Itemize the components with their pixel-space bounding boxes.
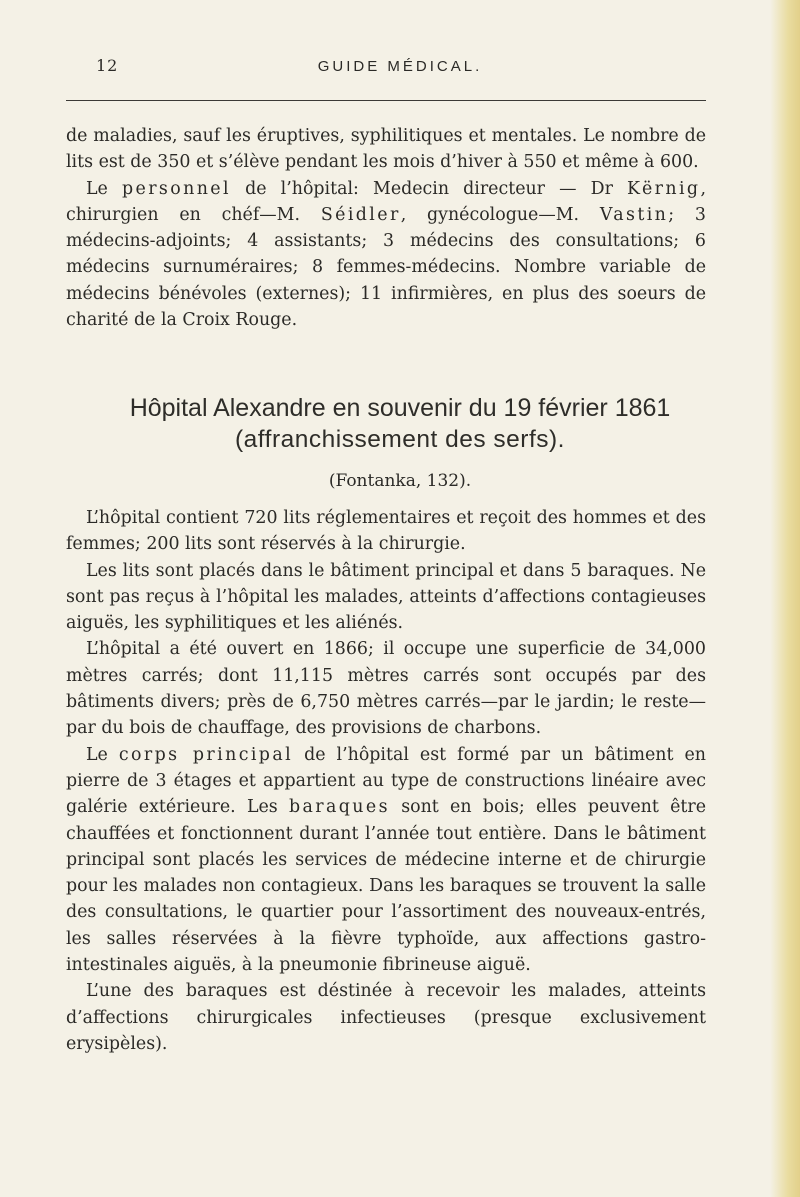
paragraph: de maladies, sauf les éruptives, syphilitiques et mentales. Le nombre de lits est de 350 et s’élève pendant les mois d’hiver à 550 et même à 600.: [66, 126, 706, 173]
paragraph: Les lits sont placés dans le bâtiment principal et dans 5 baraques. Ne sont pas reçus à l’hôpital les malades, atteints d’affections contagieuses aiguës, les syphilitiques et les aliénés.: [66, 560, 706, 634]
address: (Fontanka, 132).: [328, 471, 472, 491]
section-subheading: (affranchissement des serfs).: [235, 426, 565, 453]
paragraph: L’hôpital contient 720 lits réglementaires et reçoit des hommes et des femmes; 200 lits sont réservés à la chirurgie.: [66, 508, 706, 555]
text-run: ; 3 médecins-adjoints; 4 assistants; 3 médecins des consultations; 6 médecins surnuméraires; 8 femmes-médecins. Nombre variable de médecins bénévoles (externes); 11 infirmières, en plus des soeurs de charité de la Croix Rouge.: [66, 204, 706, 331]
person-name: Séidler: [320, 204, 401, 225]
text-run: de l’hôpital: Medecin directeur — Dr: [230, 178, 628, 199]
page-number: 12: [96, 56, 119, 75]
paragraph-personnel: [66, 176, 706, 334]
page-header: [0, 56, 800, 96]
page-edge: [770, 0, 800, 1197]
section-heading: Hôpital Alexandre en souvenir du 19 février 1861: [129, 394, 671, 422]
text-block-top: [66, 123, 706, 333]
text-run: , chirurgien en chéf—M.: [66, 178, 706, 225]
person-name: Kërnig: [627, 178, 701, 199]
text-run: de l’hôpital est formé par un bâtiment en pierre de 3 étages et appartient au type de constructions linéaire avec galérie extérieure. Les: [66, 744, 706, 818]
text-run: Le: [86, 744, 119, 765]
paragraph: L’hôpital a été ouvert en 1866; il occupe une superficie de 34,000 mètres carrés; dont 11,115 mètres carrés sont occupés par des bâtiments divers; près de 6,750 mètres carrés—par le jardin; le reste—par du bois de chauffage, des provisions de charbons.: [66, 639, 706, 739]
text-block-main: [66, 505, 706, 1057]
paragraph: L’une des baraques est déstinée à recevoir les malades, atteints d’affections chirurgicales infectieuses (presque exclusivement erysipèles).: [66, 981, 706, 1054]
text-run: Le: [86, 178, 122, 199]
header-rule: [66, 100, 706, 101]
text-run: , gynécologue—M.: [400, 204, 600, 225]
running-title: GUIDE MÉDICAL.: [317, 58, 483, 75]
spaced-term: baraques: [288, 797, 390, 818]
spaced-term: corps principal: [118, 744, 294, 765]
paragraph-corps: [66, 742, 706, 979]
spaced-term: personnel: [121, 178, 231, 199]
text-run: sont en bois; elles peuvent être chauffées et fonctionnent durant l’année tout entière. Dans le bâtiment principal sont placés les services de médecine interne et de chirurgie pour les malades non contagieux. Dans les baraques se trouvent la salle des consultations, le quartier pour l’assortiment des nouveaux-entrés, les salles réservées à la fièvre typhoïde, aux affections gastro-intestinales aiguës, à la pneumonie fibrineuse aiguë.: [66, 797, 707, 976]
person-name: Vastin: [599, 204, 669, 225]
